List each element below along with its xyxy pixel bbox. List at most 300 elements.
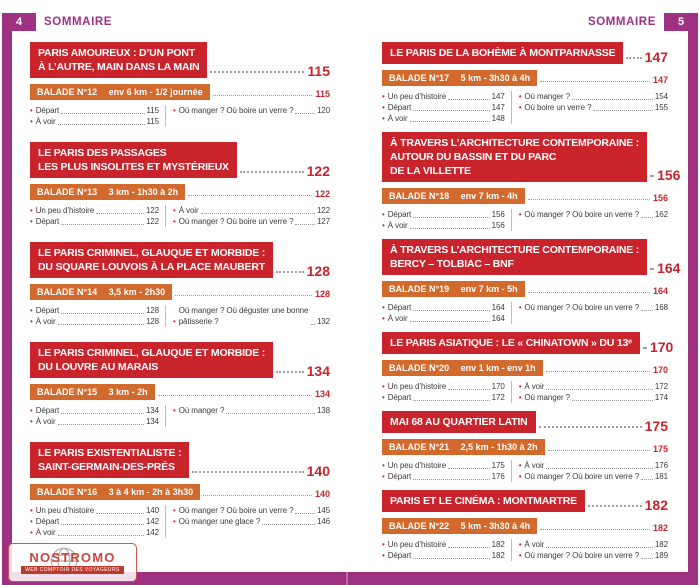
dotted-leader [276, 271, 304, 273]
right-border [688, 13, 698, 585]
section-title-line: LE PARIS DE LA BOHÈME À MONTPARNASSE [390, 47, 616, 59]
balade-row [30, 284, 330, 300]
balade-row [30, 84, 330, 100]
section-page-number: 147 [644, 49, 668, 65]
toc-spread [0, 42, 700, 569]
dotted-leader [540, 81, 650, 82]
toc-item [173, 305, 330, 327]
toc-item [382, 550, 505, 561]
balade-page-number: 140 [314, 489, 330, 499]
toc-item-page: 134 [145, 417, 159, 426]
toc-item-label: Départ [387, 103, 412, 112]
balade-info: env 7 km - 5h [460, 284, 518, 294]
section-title-row [382, 132, 681, 183]
dotted-leader [413, 479, 490, 480]
balade-label: BALADE N°17 [389, 73, 450, 83]
items-column-left [30, 205, 165, 227]
toc-section [382, 490, 668, 561]
toc-item-page: 162 [654, 210, 668, 219]
left-border [2, 13, 12, 585]
dotted-leader [528, 199, 650, 200]
balade-page-number: 182 [652, 523, 668, 533]
toc-item-page: 164 [491, 314, 505, 323]
section-title-row [382, 411, 668, 433]
section-title-line: MAI 68 AU QUARTIER LATIN [390, 416, 528, 428]
balade-label: BALADE N°21 [389, 442, 450, 452]
toc-item [519, 539, 668, 550]
dotted-leader [61, 524, 144, 525]
dotted-leader [311, 324, 315, 325]
section-title-row [382, 42, 668, 64]
dotted-leader [448, 389, 490, 390]
dotted-leader [413, 558, 490, 559]
balade-row [382, 439, 668, 455]
toc-item-page: 172 [654, 382, 668, 391]
items-column-left [30, 405, 165, 427]
toc-section [30, 142, 330, 227]
page-right [350, 42, 700, 569]
items-column-left [382, 91, 511, 124]
dotted-leader [226, 413, 315, 414]
toc-item-label: À voir [524, 382, 545, 391]
toc-item-page: 147 [491, 103, 505, 112]
dotted-leader [572, 400, 653, 401]
balade-row [382, 70, 668, 86]
toc-item [30, 516, 159, 527]
toc-item [519, 392, 668, 403]
section-title-row [382, 332, 674, 355]
section-title-line: AUTOUR DU BASSIN ET DU PARC [390, 151, 557, 163]
section-page-number: 164 [657, 260, 681, 276]
section-title-row [30, 142, 330, 178]
toc-item-page: 154 [654, 92, 668, 101]
dotted-leader [546, 468, 653, 469]
section-title-row [382, 239, 681, 276]
toc-item-page: 115 [146, 117, 159, 126]
dotted-leader [210, 71, 304, 73]
toc-item-label: Départ [35, 217, 60, 226]
balade-label: BALADE N°12 [37, 87, 98, 97]
dotted-leader [158, 395, 312, 396]
dotted-leader [572, 99, 653, 100]
balade-bar [382, 360, 543, 376]
sommaire-label-right: SOMMAIRE [587, 16, 656, 28]
balade-info: 3 à 4 km - 2h à 3h30 [108, 487, 194, 497]
dotted-leader [192, 471, 303, 473]
toc-item [30, 316, 159, 327]
section-title-line: BERCY – TOLBIAC – BNF [390, 258, 514, 270]
section-title-bar [30, 442, 189, 478]
dotted-leader [58, 324, 144, 325]
section-title-line: LE PARIS ASIATIQUE : LE « CHINATOWN » DU 13ᵉ [390, 337, 632, 349]
balade-page-number: 147 [652, 75, 668, 85]
balade-label: BALADE N°15 [37, 387, 98, 397]
toc-item [30, 205, 159, 216]
toc-item-page: 115 [146, 106, 159, 115]
dotted-leader [262, 524, 315, 525]
balade-row [382, 518, 668, 534]
toc-item [30, 505, 159, 516]
toc-item-label: Où manger ? [524, 92, 570, 101]
section-title-bar [30, 42, 207, 78]
toc-item-page: 147 [491, 92, 505, 101]
toc-item-label: À voir [524, 461, 545, 470]
items-column-right [165, 205, 330, 227]
section-title-line: LE PARIS DES PASSAGES [38, 147, 167, 159]
logo-tagline: WEB COMPTOIR DES VOYAGEURS [21, 566, 123, 574]
toc-item-page: 120 [316, 106, 330, 115]
toc-item-page: 176 [654, 461, 668, 470]
dotted-leader [413, 310, 490, 311]
items-column-left [382, 539, 511, 561]
toc-item [519, 550, 668, 561]
dotted-leader [641, 479, 653, 480]
dotted-leader [641, 217, 653, 218]
section-title-line: DU LOUVRE AU MARAIS [38, 361, 159, 373]
toc-item-label: Départ [387, 393, 412, 402]
toc-item-label: Un peu d’histoire [387, 540, 447, 549]
toc-item-page: 182 [491, 540, 505, 549]
section-page-number: 134 [306, 363, 330, 379]
toc-section [382, 332, 674, 403]
toc-item [519, 460, 668, 471]
toc-item-label: À voir [387, 221, 408, 230]
balade-row [30, 184, 330, 200]
toc-item-page: 145 [316, 506, 330, 515]
dotted-leader [528, 292, 650, 293]
toc-item [173, 505, 330, 516]
toc-item [382, 471, 505, 482]
balade-row [382, 188, 668, 204]
balade-bar [30, 384, 155, 400]
balade-bar [30, 484, 200, 500]
balade-label: BALADE N°22 [389, 521, 450, 531]
toc-item [30, 527, 159, 538]
balade-info: env 7 km - 4h [460, 191, 518, 201]
toc-item [382, 209, 505, 220]
toc-item-label: À voir [35, 528, 56, 537]
sommaire-label-left: SOMMAIRE [44, 16, 113, 28]
toc-item [30, 405, 159, 416]
balade-page-number: 156 [652, 193, 668, 203]
toc-item-label: Où manger ? Où boire un verre ? [524, 210, 640, 219]
toc-item [173, 405, 330, 416]
toc-item-label: Un peu d’histoire [387, 92, 447, 101]
dotted-leader [295, 513, 314, 514]
items-column-left [382, 460, 511, 482]
dotted-leader [188, 195, 312, 196]
toc-item [173, 105, 330, 116]
toc-item [382, 460, 505, 471]
toc-item-label: Où manger ? Où boire un verre ? [524, 303, 640, 312]
balade-page-number: 134 [314, 389, 330, 399]
page-left [0, 42, 350, 569]
dotted-leader [213, 95, 313, 96]
logo-name: NOSTROMO [29, 550, 116, 565]
balade-info: 5 km - 3h30 à 4h [460, 73, 531, 83]
toc-item-label: À voir [524, 540, 545, 549]
dotted-leader [410, 121, 490, 122]
items-column-right [511, 539, 668, 561]
section-items [382, 302, 668, 324]
balade-page-number: 115 [315, 89, 330, 99]
dotted-leader [61, 313, 144, 314]
toc-item [519, 302, 668, 313]
section-title-bar [30, 242, 273, 278]
section-title-bar [30, 142, 237, 178]
page-number-box-left: 4 [2, 13, 36, 31]
items-column-right [511, 209, 668, 231]
toc-item-page: 156 [491, 221, 505, 230]
dotted-leader [410, 228, 490, 229]
toc-item [382, 113, 505, 124]
toc-item-page: 156 [491, 210, 505, 219]
toc-item-label: Départ [387, 551, 412, 560]
section-items [382, 460, 668, 482]
toc-item-label: À voir [387, 114, 408, 123]
section-items [30, 105, 330, 127]
dotted-leader [546, 371, 650, 372]
balade-info: 3 km - 2h [108, 387, 148, 397]
toc-item-page: 128 [145, 317, 159, 326]
dotted-leader [295, 113, 314, 114]
section-title-line: LE PARIS EXISTENTIALISTE : [38, 447, 182, 459]
balade-bar [382, 439, 545, 455]
dotted-leader [295, 224, 314, 225]
dotted-leader [650, 175, 654, 177]
toc-item-page: 182 [654, 540, 668, 549]
toc-item [30, 305, 159, 316]
section-page-number: 175 [644, 418, 668, 434]
section-title-bar [382, 132, 647, 182]
toc-item-label: Départ [387, 472, 412, 481]
balade-info: 3,5 km - 2h30 [108, 287, 166, 297]
items-column-right [165, 305, 330, 327]
toc-item-label: Départ [35, 306, 60, 315]
section-title-row [30, 442, 330, 478]
dotted-leader [641, 558, 653, 559]
dotted-leader [448, 99, 490, 100]
items-column-right [511, 460, 668, 482]
section-title-bar [382, 411, 536, 433]
toc-item-label: Où manger ? Où déguster une bonne pâtisserie ? [178, 306, 309, 326]
items-column-left [382, 381, 511, 403]
balade-label: BALADE N°14 [37, 287, 98, 297]
balade-label: BALADE N°19 [389, 284, 450, 294]
toc-item-label: Où boire un verre ? [524, 103, 592, 112]
balade-page-number: 170 [652, 365, 668, 375]
balade-info: 3 km - 1h30 à 2h [108, 187, 179, 197]
section-title-line: LES PLUS INSOLITES ET MYSTÉRIEUX [38, 161, 229, 173]
section-title-row [382, 490, 668, 512]
items-column-right [511, 302, 668, 324]
toc-item [382, 392, 505, 403]
balade-label: BALADE N°16 [37, 487, 98, 497]
section-items [30, 405, 330, 427]
toc-item [519, 471, 668, 482]
toc-item-label: Un peu d’histoire [387, 461, 447, 470]
items-column-left [382, 302, 511, 324]
dotted-leader [650, 268, 654, 270]
section-title-line: À TRAVERS L’ARCHITECTURE CONTEMPORAINE : [390, 137, 640, 149]
toc-item-label: Où manger ? [524, 393, 570, 402]
section-title-row [30, 342, 330, 378]
balade-row [382, 360, 668, 376]
balade-row [30, 484, 330, 500]
toc-item-label: Départ [35, 517, 60, 526]
toc-item [30, 105, 159, 116]
balade-row [382, 281, 668, 297]
items-column-right [165, 505, 330, 538]
section-items [382, 381, 668, 403]
toc-item [30, 416, 159, 427]
toc-section [30, 442, 330, 538]
dotted-leader [546, 547, 653, 548]
toc-item-page: 164 [491, 303, 505, 312]
balade-page-number: 164 [652, 286, 668, 296]
balade-info: env 1 km - env 1h [460, 363, 536, 373]
section-title-row [30, 42, 330, 78]
section-page-number: 128 [306, 263, 330, 279]
toc-item [173, 516, 330, 527]
section-title-line: LE PARIS CRIMINEL, GLAUQUE ET MORBIDE : [38, 247, 266, 259]
toc-item [382, 91, 505, 102]
toc-section [382, 239, 681, 324]
dotted-leader [240, 171, 304, 173]
dotted-leader [410, 321, 490, 322]
section-title-line: PARIS AMOUREUX : D’UN PONT [38, 47, 195, 59]
toc-section [382, 42, 668, 124]
section-page-number: 115 [307, 63, 330, 79]
dotted-leader [276, 371, 304, 373]
dotted-leader [641, 310, 653, 311]
toc-section [382, 132, 681, 231]
toc-item-label: Départ [387, 210, 412, 219]
section-items [30, 205, 330, 227]
balade-info: env 6 km - 1/2 journée [108, 87, 203, 97]
toc-item-page: 122 [145, 217, 159, 226]
dotted-leader [448, 468, 490, 469]
items-column-right [511, 381, 668, 403]
toc-item-label: Un peu d’histoire [387, 382, 447, 391]
toc-item-label: Départ [35, 106, 60, 115]
toc-item-page: 122 [316, 206, 330, 215]
balade-bar [382, 518, 537, 534]
items-column-left [30, 505, 165, 538]
toc-item-page: 181 [654, 472, 668, 481]
toc-item [30, 216, 159, 227]
dotted-leader [58, 124, 145, 125]
toc-item [382, 313, 505, 324]
toc-item-page: 140 [145, 506, 159, 515]
dotted-leader [546, 389, 653, 390]
dotted-leader [539, 426, 642, 428]
section-items [30, 305, 330, 327]
dotted-leader [593, 110, 653, 111]
balade-bar [30, 284, 172, 300]
toc-item-page: 148 [491, 114, 505, 123]
balade-label: BALADE N°20 [389, 363, 450, 373]
toc-item [382, 102, 505, 113]
toc-item [519, 381, 668, 392]
balade-label: BALADE N°18 [389, 191, 450, 201]
dotted-leader [540, 529, 650, 530]
section-title-line: DE LA VILLETTE [390, 165, 471, 177]
toc-item-label: Où manger ? Où boire un verre ? [178, 506, 294, 515]
toc-section [30, 242, 330, 327]
toc-item-page: 134 [145, 406, 159, 415]
toc-item-page: 146 [316, 517, 330, 526]
items-column-left [382, 209, 511, 231]
balade-bar [30, 184, 185, 200]
toc-item-page: 142 [145, 528, 159, 537]
section-title-line: À L’AUTRE, MAIN DANS LA MAIN [38, 61, 200, 73]
toc-section [30, 42, 330, 127]
toc-item-page: 176 [491, 472, 505, 481]
balade-bar [382, 70, 537, 86]
toc-item [519, 91, 668, 102]
dotted-leader [58, 535, 144, 536]
dotted-leader [548, 450, 650, 451]
section-title-line: DU SQUARE LOUVOIS À LA PLACE MAUBERT [38, 261, 265, 273]
dotted-leader [626, 57, 641, 59]
dotted-leader [643, 347, 647, 349]
toc-item-label: À voir [35, 417, 56, 426]
toc-item-label: À voir [387, 314, 408, 323]
toc-item-page: 142 [145, 517, 159, 526]
section-title-bar [30, 342, 273, 378]
section-title-bar [382, 239, 647, 275]
toc-item-label: Un peu d’histoire [35, 206, 95, 215]
page-gutter-seam [346, 572, 348, 585]
toc-item [173, 216, 330, 227]
dotted-leader [413, 110, 490, 111]
toc-item [382, 539, 505, 550]
balade-page-number: 175 [652, 444, 668, 454]
balade-page-number: 122 [314, 189, 330, 199]
section-title-bar [382, 42, 623, 64]
dotted-leader [175, 295, 312, 296]
toc-item-label: Départ [35, 406, 60, 415]
dotted-leader [61, 413, 144, 414]
items-column-right [511, 91, 668, 124]
items-column-right [165, 105, 330, 127]
toc-item-page: 132 [316, 317, 330, 326]
toc-item-label: Où manger ? Où boire un verre ? [178, 217, 294, 226]
toc-item-page: 127 [316, 217, 330, 226]
toc-item [382, 220, 505, 231]
dotted-leader [58, 424, 144, 425]
toc-item [519, 102, 668, 113]
section-page-number: 140 [306, 463, 330, 479]
toc-item [173, 205, 330, 216]
toc-item [519, 209, 668, 220]
dotted-leader [96, 513, 144, 514]
section-page-number: 122 [306, 163, 330, 179]
toc-item-page: 122 [145, 206, 159, 215]
toc-item-page: 138 [316, 406, 330, 415]
toc-item-label: Départ [387, 303, 412, 312]
section-title-bar [382, 490, 585, 512]
dotted-leader [201, 213, 315, 214]
dotted-leader [448, 547, 490, 548]
dotted-leader [61, 113, 144, 114]
toc-item-label: Où manger ? Où boire un verre ? [178, 106, 294, 115]
section-page-number: 156 [657, 167, 681, 183]
items-column-left [30, 305, 165, 327]
balade-info: 2,5 km - 1h30 à 2h [460, 442, 538, 452]
dotted-leader [203, 495, 312, 496]
